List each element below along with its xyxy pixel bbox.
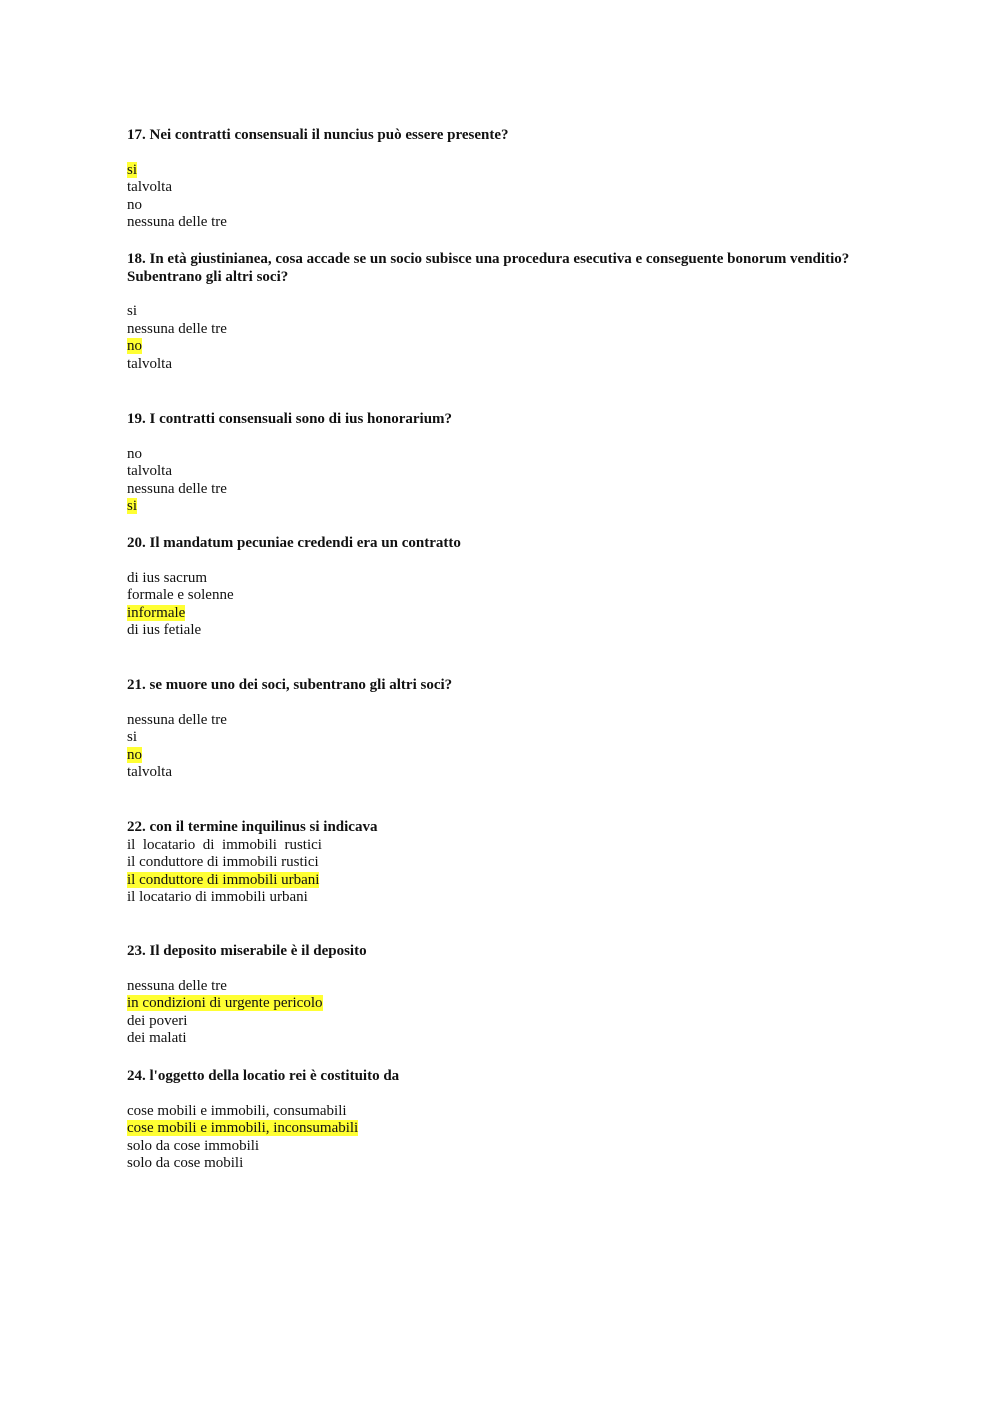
answer-option-correct: no bbox=[127, 338, 142, 355]
answer-option: di ius sacrum bbox=[127, 569, 207, 586]
answer-option-correct: si bbox=[127, 498, 138, 515]
answer-option: solo da cose mobili bbox=[127, 1155, 244, 1172]
answer-option-correct: in condizioni di urgente pericolo bbox=[127, 995, 323, 1012]
answer-option: nessuna delle tre bbox=[127, 320, 227, 337]
answer-list bbox=[127, 712, 887, 782]
answer-option: cose mobili e immobili, consumabili bbox=[127, 1102, 347, 1119]
answer-option: nessuna delle tre bbox=[127, 214, 227, 231]
answer-option: talvolta bbox=[127, 463, 172, 480]
answer-option: nessuna delle tre bbox=[127, 480, 227, 497]
question-19 bbox=[127, 411, 887, 516]
answer-option-correct: informale bbox=[127, 604, 186, 621]
answer-option: si bbox=[127, 303, 138, 319]
question-23 bbox=[127, 943, 887, 1048]
answer-option-correct: cose mobili e immobili, inconsumabili bbox=[127, 1120, 359, 1137]
answer-option: dei malati bbox=[127, 1030, 187, 1047]
answer-list bbox=[127, 446, 887, 516]
answer-list bbox=[127, 162, 887, 232]
answer-option: dei poveri bbox=[127, 1012, 188, 1029]
answer-option-correct: il conduttore di immobili urbani bbox=[127, 871, 320, 888]
question-title: 18. In età giustinianea, cosa accade se un socio subisce una procedura esecutiva e conseguente bonorum venditio? Subentrano gli altri soci? bbox=[127, 251, 850, 285]
answer-option: il locatario di immobili urbani bbox=[127, 889, 308, 906]
question-title: 19. I contratti consensuali sono di ius honorarium? bbox=[127, 411, 453, 427]
answer-list bbox=[127, 1103, 887, 1173]
answer-option: formale e solenne bbox=[127, 587, 234, 604]
answer-option: solo da cose immobili bbox=[127, 1137, 260, 1154]
answer-option: talvolta bbox=[127, 764, 172, 781]
question-title: 21. se muore uno dei soci, subentrano gli altri soci? bbox=[127, 677, 453, 693]
answer-option: no bbox=[127, 196, 142, 213]
question-title: 20. Il mandatum pecuniae credendi era un contratto bbox=[127, 535, 461, 551]
question-title: 23. Il deposito miserabile è il deposito bbox=[127, 943, 367, 959]
answer-option: il conduttore di immobili rustici bbox=[127, 854, 319, 871]
question-title: 17. Nei contratti consensuali il nuncius può essere presente? bbox=[127, 127, 509, 143]
answer-option: nessuna delle tre bbox=[127, 977, 227, 994]
answer-list bbox=[127, 978, 887, 1048]
question-21 bbox=[127, 677, 887, 782]
question-20 bbox=[127, 535, 887, 640]
question-title: 24. l'oggetto della locatio rei è costituito da bbox=[127, 1068, 400, 1084]
question-22 bbox=[127, 819, 887, 907]
answer-option: il locatario di immobili rustici bbox=[127, 836, 322, 853]
answer-list bbox=[127, 837, 887, 907]
answer-option: talvolta bbox=[127, 355, 172, 372]
answer-option-correct: si bbox=[127, 161, 138, 178]
answer-list bbox=[127, 570, 887, 640]
answer-option: no bbox=[127, 445, 142, 462]
answer-option-correct: no bbox=[127, 746, 142, 763]
question-17 bbox=[127, 127, 887, 232]
answer-list bbox=[127, 303, 887, 373]
question-title: 22. con il termine inquilinus si indicava bbox=[127, 819, 378, 835]
answer-option: si bbox=[127, 729, 138, 746]
question-24 bbox=[127, 1068, 887, 1173]
answer-option: di ius fetiale bbox=[127, 622, 202, 639]
answer-option: talvolta bbox=[127, 179, 172, 196]
answer-option: nessuna delle tre bbox=[127, 711, 227, 728]
question-18 bbox=[127, 251, 887, 373]
